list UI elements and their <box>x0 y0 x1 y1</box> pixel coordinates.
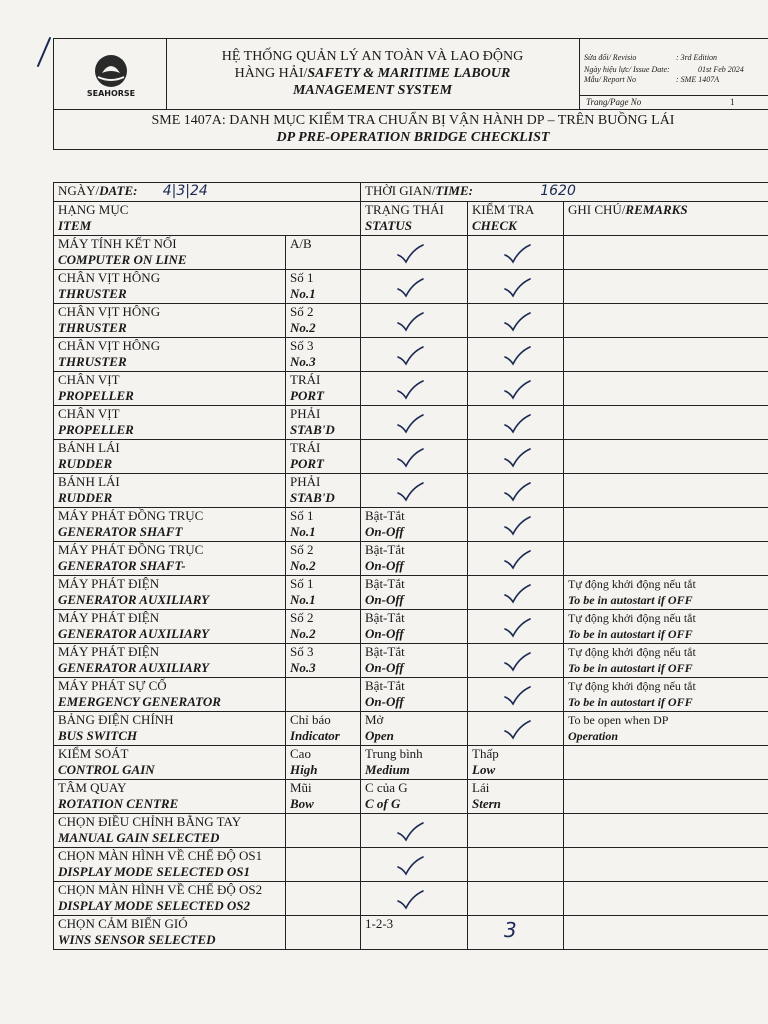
row-sub-cell: A/B <box>286 236 361 270</box>
row-sub-cell: Số 3 No.3 <box>286 338 361 372</box>
row-check-cell[interactable] <box>468 508 564 542</box>
row-remarks-cell[interactable] <box>564 542 768 576</box>
document-meta <box>580 39 768 109</box>
system-title-mixed: HÀNG HẢI/SAFETY & MARITIME LABOUR <box>234 66 511 81</box>
table-row <box>54 780 768 814</box>
row-item-cell: MÁY PHÁT SỰ CỐ EMERGENCY GENERATOR <box>54 678 286 712</box>
row-item-cell: MÁY TÍNH KẾT NỐI COMPUTER ON LINE <box>54 236 286 270</box>
status-tick-icon <box>395 311 425 333</box>
status-tick-icon <box>395 447 425 469</box>
row-check-cell[interactable] <box>468 916 564 950</box>
row-status-cell[interactable] <box>361 372 468 406</box>
col-remarks: GHI CHÚ/REMARKS <box>564 202 768 236</box>
row-sub-cell <box>286 916 361 950</box>
system-title <box>166 39 580 109</box>
row-remarks-cell[interactable] <box>564 338 768 372</box>
table-row <box>54 746 768 780</box>
row-item-cell: MÁY PHÁT ĐIỆN GENERATOR AUXILIARY <box>54 610 286 644</box>
time-cell[interactable]: THỜI GIAN/TIME: 1620 <box>361 183 768 202</box>
row-check-cell[interactable] <box>468 678 564 712</box>
status-tick-icon <box>395 413 425 435</box>
row-check-cell[interactable] <box>468 236 564 270</box>
system-title-en2: MANAGEMENT SYSTEM <box>292 83 453 98</box>
row-sub-cell <box>286 814 361 848</box>
row-status-cell[interactable]: Trung bình Medium <box>361 746 468 780</box>
checklist-body <box>54 183 768 950</box>
row-check-cell[interactable] <box>468 644 564 678</box>
row-check-cell[interactable] <box>468 610 564 644</box>
check-tick-icon <box>502 413 532 435</box>
row-remarks-cell[interactable] <box>564 916 768 950</box>
document-header <box>53 38 768 110</box>
row-status-cell[interactable]: Bật-Tắt On-Off <box>361 542 468 576</box>
table-row <box>54 678 768 712</box>
row-remarks-cell[interactable] <box>564 406 768 440</box>
check-tick-icon <box>502 481 532 503</box>
table-row <box>54 440 768 474</box>
time-value: 1620 <box>540 183 576 199</box>
row-item-cell: CHÂN VỊT PROPELLER <box>54 372 286 406</box>
table-row <box>54 406 768 440</box>
row-item-cell: CHỌN ĐIỀU CHỈNH BẰNG TAY MANUAL GAIN SELECTED <box>54 814 286 848</box>
row-item-cell: MÁY PHÁT ĐIỆN GENERATOR AUXILIARY <box>54 644 286 678</box>
row-remarks-cell[interactable] <box>564 440 768 474</box>
check-tick-icon <box>502 515 532 537</box>
meta-issue-label: Ngày hiệu lực/ Issue Date: <box>584 65 670 74</box>
meta-revision-label: Sửa đổi/ Revisio <box>584 53 637 62</box>
row-status-cell[interactable] <box>361 304 468 338</box>
row-status-cell[interactable]: Bật-Tắt On-Off <box>361 644 468 678</box>
table-row <box>54 644 768 678</box>
row-check-cell[interactable]: Thấp Low <box>468 746 564 780</box>
row-item-cell: CHỌN MÀN HÌNH VỀ CHẾ ĐỘ OS1 DISPLAY MODE SELECTED OS1 <box>54 848 286 882</box>
row-item-cell: TÂM QUAY ROTATION CENTRE <box>54 780 286 814</box>
logo-text: SEAHORSE <box>86 89 136 98</box>
row-status-cell[interactable] <box>361 882 468 916</box>
row-remarks-cell[interactable] <box>564 236 768 270</box>
page-number: 1 <box>730 97 735 107</box>
table-row <box>54 576 768 610</box>
row-check-cell[interactable] <box>468 338 564 372</box>
status-tick-icon <box>395 379 425 401</box>
row-item-cell: BẢNG ĐIỆN CHÍNH BUS SWITCH <box>54 712 286 746</box>
row-remarks-cell[interactable] <box>564 508 768 542</box>
row-status-cell[interactable]: C của G C of G <box>361 780 468 814</box>
row-check-cell[interactable] <box>468 372 564 406</box>
meta-revision-value: : 3rd Edition <box>676 53 718 62</box>
row-item-cell: MÁY PHÁT ĐỒNG TRỤC GENERATOR SHAFT- <box>54 542 286 576</box>
col-item: HẠNG MỤC ITEM <box>54 202 361 236</box>
row-item-cell: CHÂN VỊT HÔNG THRUSTER <box>54 304 286 338</box>
row-item-cell: BÁNH LÁI RUDDER <box>54 440 286 474</box>
row-remarks-cell[interactable] <box>564 474 768 508</box>
check-tick-icon <box>502 719 532 741</box>
row-sub-cell: PHẢI STAB'D <box>286 406 361 440</box>
row-sub-cell: Cao High <box>286 746 361 780</box>
date-cell[interactable]: NGÀY/DATE: 4|3|24 <box>54 183 361 202</box>
row-item-cell: CHỌN CẢM BIẾN GIÓ WINS SENSOR SELECTED <box>54 916 286 950</box>
status-tick-icon <box>395 481 425 503</box>
check-tick-icon <box>502 685 532 707</box>
row-check-cell[interactable] <box>468 576 564 610</box>
check-tick-icon <box>502 345 532 367</box>
row-sub-cell <box>286 882 361 916</box>
meta-divider <box>580 95 768 96</box>
row-status-cell[interactable] <box>361 848 468 882</box>
row-sub-cell: Số 2 No.2 <box>286 610 361 644</box>
system-title-vi: HỆ THỐNG QUẢN LÝ AN TOÀN VÀ LAO ĐỘNG <box>221 49 524 64</box>
table-row <box>54 542 768 576</box>
row-sub-cell <box>286 678 361 712</box>
table-row <box>54 610 768 644</box>
document-title-en: DP PRE-OPERATION BRIDGE CHECKLIST <box>276 130 550 145</box>
check-tick-icon <box>502 243 532 265</box>
row-check-cell[interactable] <box>468 406 564 440</box>
row-remarks-cell[interactable] <box>564 270 768 304</box>
check-tick-icon <box>502 549 532 571</box>
table-row <box>54 848 768 882</box>
row-status-cell[interactable] <box>361 814 468 848</box>
row-check-cell[interactable] <box>468 882 564 916</box>
row-status-cell[interactable] <box>361 338 468 372</box>
meta-report-value: : SME 1407A <box>676 75 720 84</box>
table-row <box>54 304 768 338</box>
row-sub-cell: Số 1 No.1 <box>286 508 361 542</box>
row-status-cell[interactable] <box>361 474 468 508</box>
row-check-cell[interactable] <box>468 440 564 474</box>
row-check-cell[interactable] <box>468 474 564 508</box>
row-sub-cell: Số 2 No.2 <box>286 542 361 576</box>
row-remarks-cell[interactable]: Tự động khởi động nếu tắt To be in autostart if OFF <box>564 678 768 712</box>
row-sub-cell: TRÁI PORT <box>286 372 361 406</box>
row-check-cell[interactable] <box>468 270 564 304</box>
status-tick-icon <box>395 855 425 877</box>
row-sub-cell <box>286 848 361 882</box>
row-status-cell[interactable]: Bật-Tắt On-Off <box>361 610 468 644</box>
row-sub-cell: Mũi Bow <box>286 780 361 814</box>
row-sub-cell: Số 1 No.1 <box>286 576 361 610</box>
status-tick-icon <box>395 277 425 299</box>
row-remarks-cell[interactable] <box>564 304 768 338</box>
row-sub-cell: Chỉ báo Indicator <box>286 712 361 746</box>
row-remarks-cell[interactable] <box>564 882 768 916</box>
row-item-cell: MÁY PHÁT ĐIỆN GENERATOR AUXILIARY <box>54 576 286 610</box>
row-sub-cell: Số 2 No.2 <box>286 304 361 338</box>
row-sub-cell: Số 1 No.1 <box>286 270 361 304</box>
row-remarks-cell[interactable]: Tự động khởi động nếu tắt To be in autostart if OFF <box>564 610 768 644</box>
check-tick-icon <box>502 583 532 605</box>
checklist-table <box>53 182 768 950</box>
row-sub-cell: Số 3 No.3 <box>286 644 361 678</box>
margin-pen-mark-icon <box>30 32 60 72</box>
check-tick-icon <box>502 379 532 401</box>
row-check-cell[interactable]: Lái Stern <box>468 780 564 814</box>
row-sub-cell: TRÁI PORT <box>286 440 361 474</box>
table-row <box>54 372 768 406</box>
status-tick-icon <box>395 345 425 367</box>
row-remarks-cell[interactable] <box>564 372 768 406</box>
table-row <box>54 236 768 270</box>
row-item-cell: MÁY PHÁT ĐỒNG TRỤC GENERATOR SHAFT <box>54 508 286 542</box>
meta-issue-value: 01st Feb 2024 <box>698 65 744 74</box>
table-row <box>54 916 768 950</box>
row-status-cell[interactable]: 1-2-3 <box>361 916 468 950</box>
row-remarks-cell[interactable] <box>564 848 768 882</box>
table-row <box>54 814 768 848</box>
row-remarks-cell[interactable] <box>564 814 768 848</box>
row-status-cell[interactable] <box>361 440 468 474</box>
check-tick-icon <box>502 617 532 639</box>
status-tick-icon <box>395 889 425 911</box>
status-tick-icon <box>395 243 425 265</box>
row-status-cell[interactable] <box>361 270 468 304</box>
date-time-row <box>54 183 768 202</box>
row-check-cell[interactable] <box>468 304 564 338</box>
row-remarks-cell[interactable] <box>564 746 768 780</box>
table-row <box>54 338 768 372</box>
row-sub-cell: PHẢI STAB'D <box>286 474 361 508</box>
row-item-cell: CHỌN MÀN HÌNH VỀ CHẾ ĐỘ OS2 DISPLAY MODE SELECTED OS2 <box>54 882 286 916</box>
check-tick-icon <box>502 311 532 333</box>
page-label: Trang/Page No <box>586 97 642 107</box>
check-handwritten-value: 3 <box>504 918 517 942</box>
table-row <box>54 712 768 746</box>
check-tick-icon <box>502 277 532 299</box>
row-status-cell[interactable] <box>361 406 468 440</box>
table-row <box>54 474 768 508</box>
document-title <box>53 110 768 150</box>
row-status-cell[interactable] <box>361 236 468 270</box>
row-check-cell[interactable] <box>468 814 564 848</box>
row-remarks-cell[interactable]: Tự động khởi động nếu tắt To be in autostart if OFF <box>564 644 768 678</box>
document-title-vi: SME 1407A: DANH MỤC KIỂM TRA CHUẨN BỊ VẬN HÀNH DP – TRÊN BUỒNG LÁI <box>151 113 675 128</box>
logo-cell <box>54 39 167 109</box>
row-remarks-cell[interactable]: To be open when DP Operation <box>564 712 768 746</box>
col-check: KIỂM TRA CHECK <box>468 202 564 236</box>
row-remarks-cell[interactable]: Tự động khởi động nếu tắt To be in autostart if OFF <box>564 576 768 610</box>
date-value: 4|3|24 <box>162 183 208 199</box>
check-tick-icon <box>502 651 532 673</box>
row-check-cell[interactable] <box>468 542 564 576</box>
row-item-cell: CHÂN VỊT HÔNG THRUSTER <box>54 270 286 304</box>
row-status-cell[interactable]: Mở Open <box>361 712 468 746</box>
row-item-cell: KIỂM SOÁT CONTROL GAIN <box>54 746 286 780</box>
row-check-cell[interactable] <box>468 712 564 746</box>
table-row <box>54 270 768 304</box>
row-check-cell[interactable] <box>468 848 564 882</box>
row-remarks-cell[interactable] <box>564 780 768 814</box>
seahorse-logo-icon <box>80 51 142 103</box>
check-tick-icon <box>502 447 532 469</box>
meta-report-label: Mẫu/ Report No <box>584 75 636 84</box>
col-status: TRẠNG THÁI STATUS <box>361 202 468 236</box>
row-item-cell: CHÂN VỊT HÔNG THRUSTER <box>54 338 286 372</box>
column-header-row <box>54 202 768 236</box>
row-status-cell[interactable]: Bật-Tắt On-Off <box>361 508 468 542</box>
row-status-cell[interactable]: Bật-Tắt On-Off <box>361 678 468 712</box>
table-row <box>54 882 768 916</box>
table-row <box>54 508 768 542</box>
row-item-cell: BÁNH LÁI RUDDER <box>54 474 286 508</box>
status-tick-icon <box>395 821 425 843</box>
row-item-cell: CHÂN VỊT PROPELLER <box>54 406 286 440</box>
row-status-cell[interactable]: Bật-Tắt On-Off <box>361 576 468 610</box>
